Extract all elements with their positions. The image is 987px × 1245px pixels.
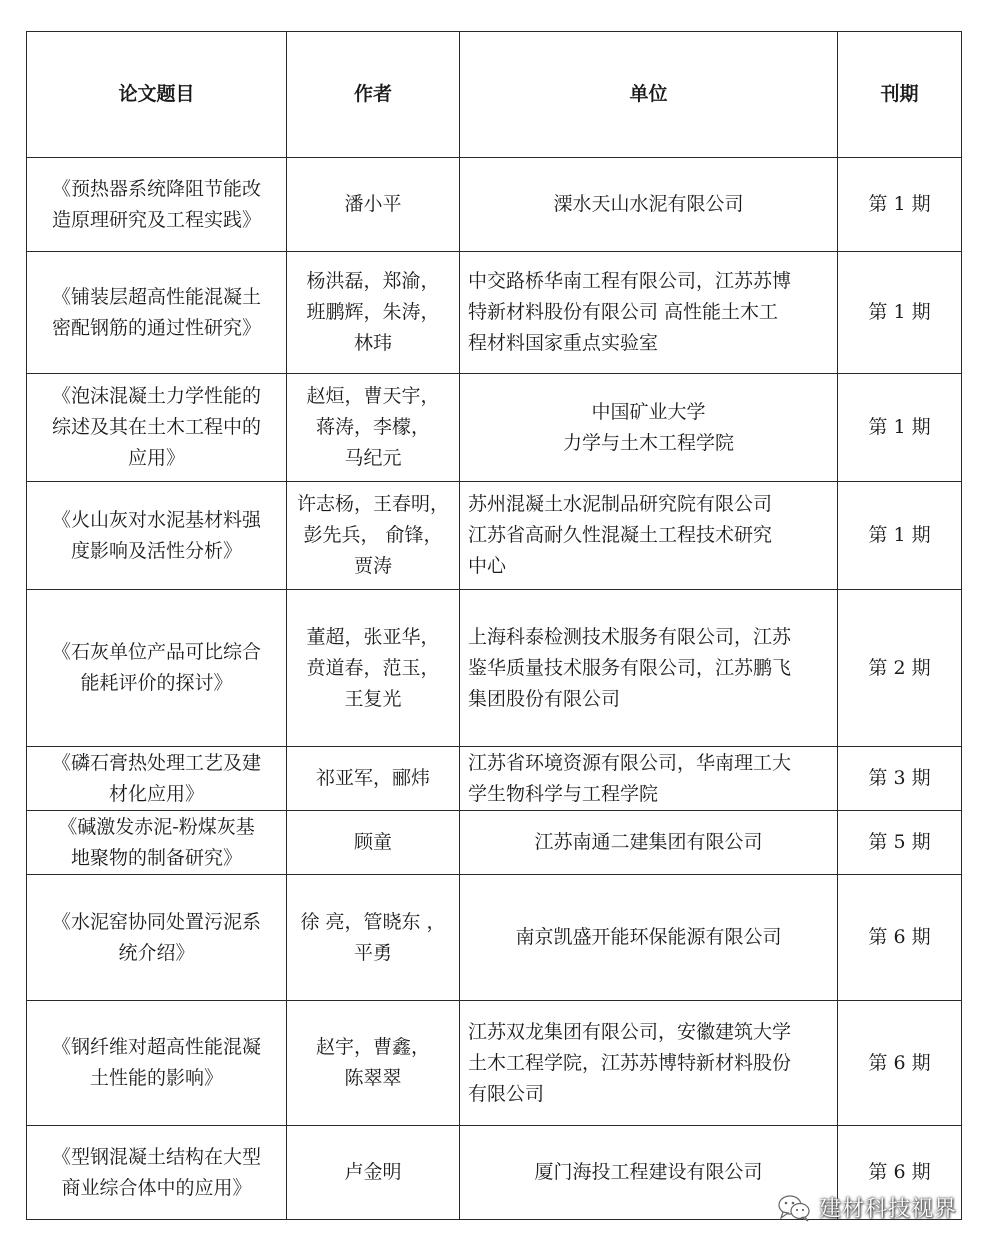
paper-title: 《火山灰对水泥基材料强 度影响及活性分析》 <box>27 482 287 590</box>
paper-issue: 第 5 期 <box>838 811 962 875</box>
paper-issue: 第 1 期 <box>838 482 962 590</box>
paper-unit: 南京凯盛开能环保能源有限公司 <box>460 875 838 1001</box>
paper-unit: 中交路桥华南工程有限公司，江苏苏博 特新材料股份有限公司 高性能土木工 程材料国家重点实验室 <box>460 252 838 374</box>
table-row <box>27 374 962 482</box>
wechat-icon <box>777 1194 811 1222</box>
paper-author: 潘小平 <box>287 158 460 252</box>
paper-unit: 溧水天山水泥有限公司 <box>460 158 838 252</box>
paper-author: 徐 亮，管晓东 ， 平勇 <box>287 875 460 1001</box>
paper-title: 《型钢混凝土结构在大型 商业综合体中的应用》 <box>27 1126 287 1220</box>
watermark-text: 建材科技视界 <box>818 1197 957 1222</box>
paper-title: 《磷石膏热处理工艺及建 材化应用》 <box>27 747 287 811</box>
papers-table <box>26 31 962 1220</box>
paper-title: 《水泥窑协同处置污泥系 统介绍》 <box>27 875 287 1001</box>
table-row <box>27 158 962 252</box>
paper-author: 杨洪磊，郑渝， 班鹏辉，朱涛， 林玮 <box>287 252 460 374</box>
header-unit: 单位 <box>460 32 838 158</box>
paper-issue: 第 6 期 <box>838 1126 962 1220</box>
paper-issue: 第 1 期 <box>838 374 962 482</box>
watermark <box>777 1192 957 1223</box>
paper-author: 祁亚军，郦炜 <box>287 747 460 811</box>
table-row <box>27 811 962 875</box>
paper-unit: 江苏双龙集团有限公司，安徽建筑大学 土木工程学院，江苏苏博特新材料股份 有限公司 <box>460 1001 838 1126</box>
paper-title: 《预热器系统降阻节能改 造原理研究及工程实践》 <box>27 158 287 252</box>
paper-title: 《钢纤维对超高性能混凝 土性能的影响》 <box>27 1001 287 1126</box>
paper-author: 赵宇，曹鑫， 陈翠翠 <box>287 1001 460 1126</box>
paper-issue: 第 1 期 <box>838 252 962 374</box>
paper-author: 董超，张亚华， 贲道春，范玉， 王复光 <box>287 590 460 747</box>
header-author: 作者 <box>287 32 460 158</box>
table-row <box>27 1001 962 1126</box>
paper-author: 许志杨，王春明， 彭先兵， 俞锋， 贾涛 <box>287 482 460 590</box>
paper-title: 《碱激发赤泥-粉煤灰基 地聚物的制备研究》 <box>27 811 287 875</box>
table-row <box>27 747 962 811</box>
header-issue: 刊期 <box>838 32 962 158</box>
paper-unit: 上海科泰检测技术服务有限公司，江苏 鉴华质量技术服务有限公司，江苏鹏飞 集团股份有限公司 <box>460 590 838 747</box>
paper-unit: 厦门海投工程建设有限公司 <box>460 1126 838 1220</box>
paper-title: 《泡沫混凝土力学性能的 综述及其在土木工程中的 应用》 <box>27 374 287 482</box>
paper-unit: 苏州混凝土水泥制品研究院有限公司 江苏省高耐久性混凝土工程技术研究 中心 <box>460 482 838 590</box>
table-row <box>27 252 962 374</box>
paper-issue: 第 3 期 <box>838 747 962 811</box>
paper-author: 赵烜，曹天宇， 蒋涛，李檬， 马纪元 <box>287 374 460 482</box>
paper-issue: 第 1 期 <box>838 158 962 252</box>
paper-author: 卢金明 <box>287 1126 460 1220</box>
table-row <box>27 482 962 590</box>
table-row <box>27 590 962 747</box>
paper-issue: 第 6 期 <box>838 1001 962 1126</box>
table-row <box>27 875 962 1001</box>
paper-unit: 江苏南通二建集团有限公司 <box>460 811 838 875</box>
paper-title: 《石灰单位产品可比综合 能耗评价的探讨》 <box>27 590 287 747</box>
header-row <box>27 32 962 158</box>
paper-unit: 江苏省环境资源有限公司，华南理工大 学生物科学与工程学院 <box>460 747 838 811</box>
header-title: 论文题目 <box>27 32 287 158</box>
paper-issue: 第 2 期 <box>838 590 962 747</box>
paper-issue: 第 6 期 <box>838 875 962 1001</box>
paper-unit: 中国矿业大学 力学与土木工程学院 <box>460 374 838 482</box>
paper-author: 顾童 <box>287 811 460 875</box>
paper-title: 《铺装层超高性能混凝土 密配钢筋的通过性研究》 <box>27 252 287 374</box>
